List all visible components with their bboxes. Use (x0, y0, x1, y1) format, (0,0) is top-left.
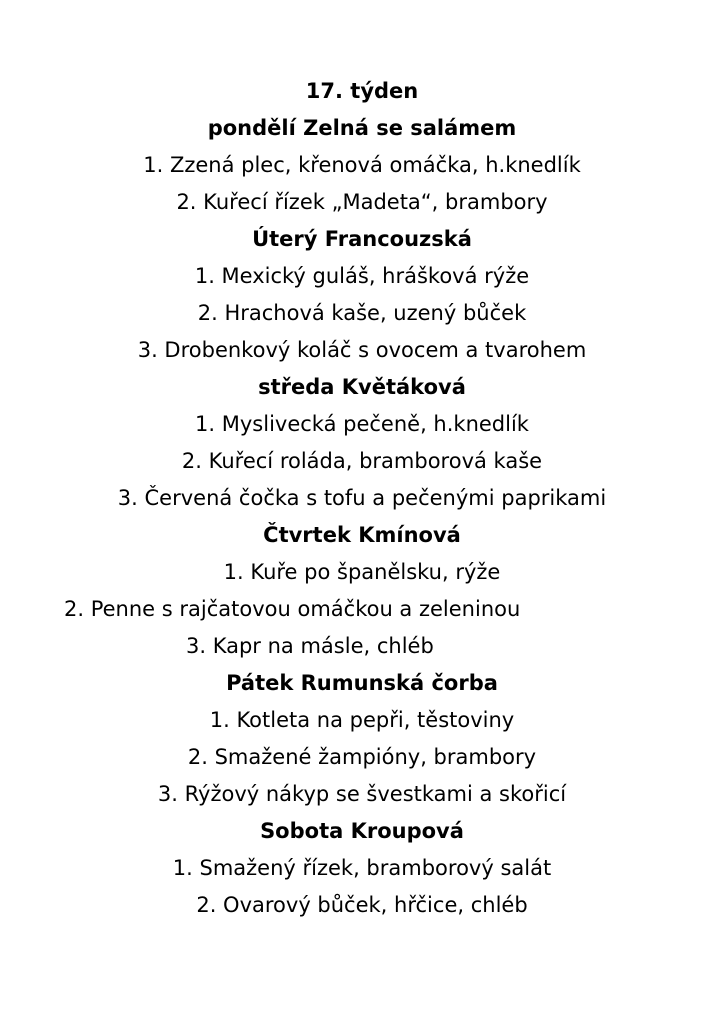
menu-item: 2. Kuřecí řízek „Madeta“, brambory (176, 190, 548, 214)
menu-item: 1. Myslivecká pečeně, h.knedlík (195, 412, 529, 436)
menu-item: 2. Penne s rajčatovou omáčkou a zeleninou (64, 597, 521, 621)
menu-item: 3. Červená čočka s tofu a pečenými paprikami (117, 486, 607, 510)
menu-item: 1. Kuře po španělsku, rýže (223, 560, 501, 584)
menu-item: 1. Smažený řízek, bramborový salát (172, 856, 552, 880)
menu-item: 1. Zzená plec, křenová omáčka, h.knedlík (143, 153, 581, 177)
day-heading-thursday: Čtvrtek Kmínová (263, 523, 461, 547)
menu-item: 3. Rýžový nákyp se švestkami a skořicí (157, 782, 567, 806)
day-heading-friday: Pátek Rumunská čorba (226, 671, 498, 695)
menu-item: 1. Kotleta na pepři, těstoviny (209, 708, 515, 732)
menu-item: 3. Kapr na másle, chléb (186, 634, 434, 658)
menu-item: 2. Smažené žampióny, brambory (187, 745, 537, 769)
menu-item: 1. Mexický guláš, hrášková rýže (194, 264, 530, 288)
menu-item: 3. Drobenkový koláč s ovocem a tvarohem (137, 338, 587, 362)
day-heading-tuesday: Úterý Francouzská (252, 227, 472, 251)
day-heading-saturday: Sobota Kroupová (260, 819, 464, 843)
menu-item: 2. Kuřecí roláda, bramborová kaše (181, 449, 543, 473)
menu-item: 2. Hrachová kaše, uzený bůček (197, 301, 527, 325)
menu-item: 2. Ovarový bůček, hřčice, chléb (196, 893, 528, 917)
day-heading-wednesday: středa Květáková (258, 375, 466, 399)
day-heading-monday: pondělí Zelná se salámem (207, 116, 517, 140)
week-title: 17. týden (305, 79, 419, 103)
